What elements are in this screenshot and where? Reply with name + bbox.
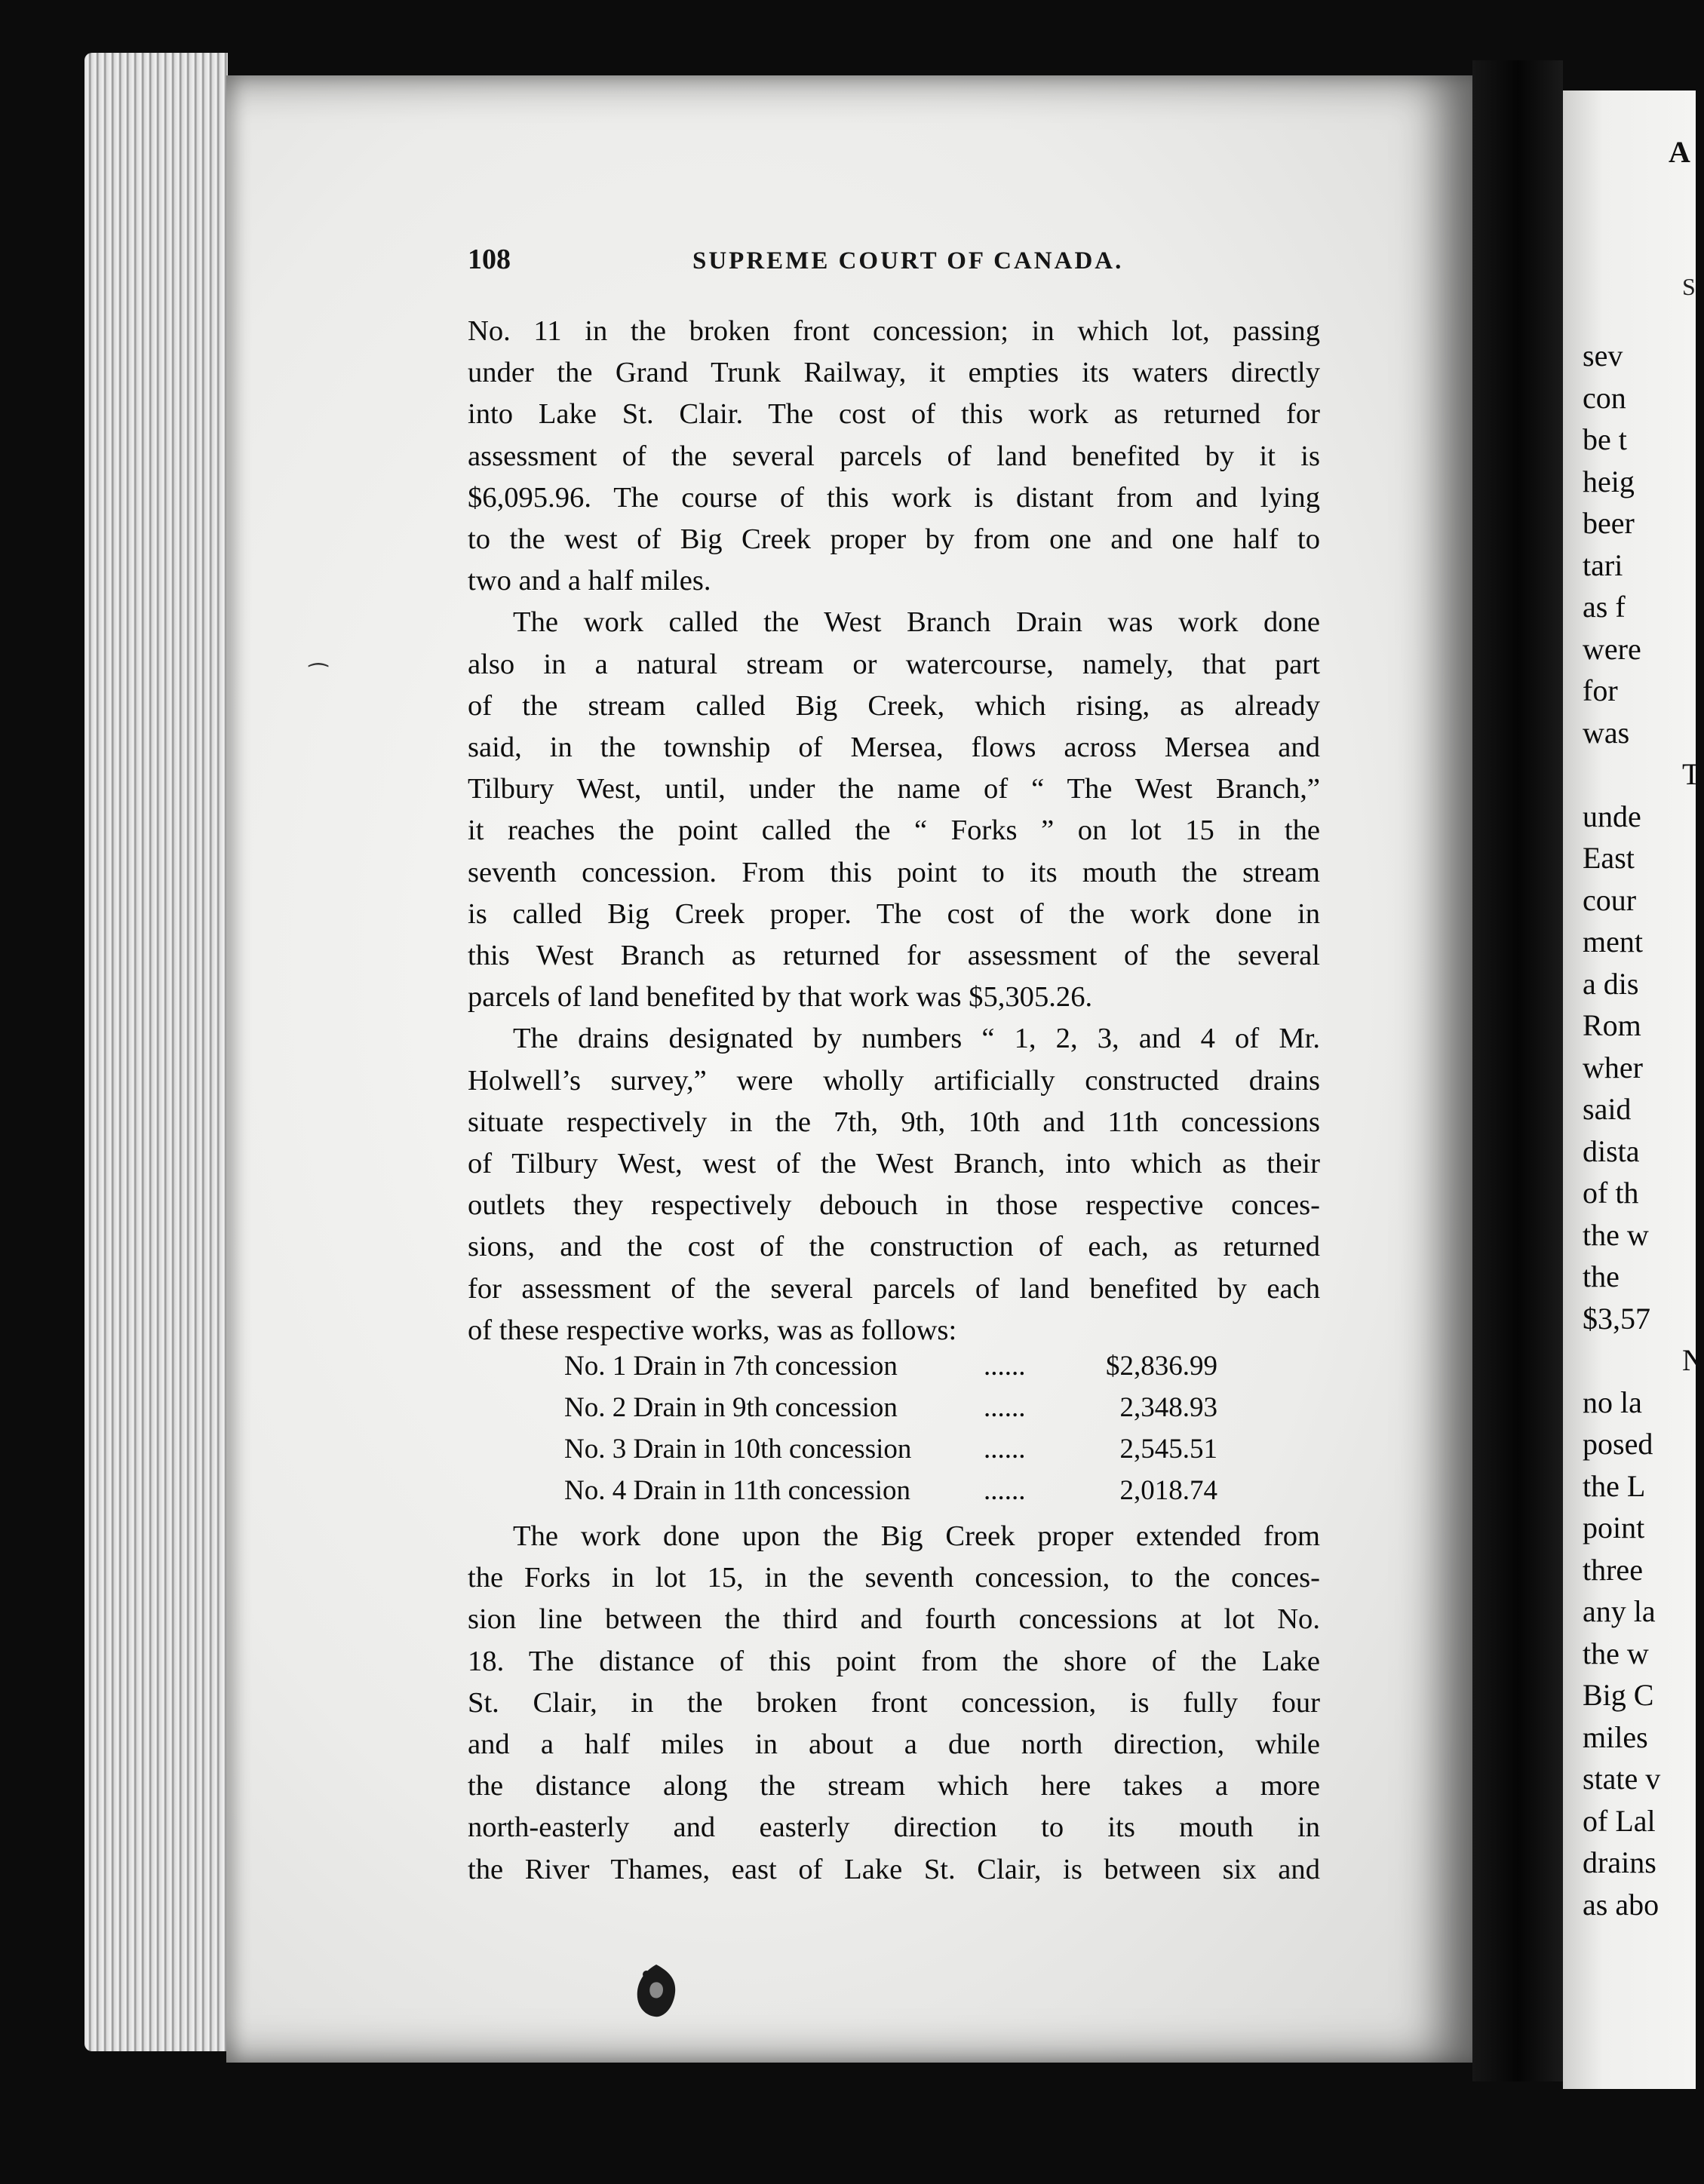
- facing-text-fragment: for: [1583, 673, 1618, 707]
- text-line: sions, and the cost of the construction of each, as returned: [468, 1231, 1320, 1263]
- table-row: [564, 1391, 1217, 1424]
- facing-text-fragment: N: [1682, 1343, 1704, 1377]
- facing-text-fragment: the w: [1583, 1217, 1649, 1252]
- running-title: SUPREME COURT OF CANADA.: [692, 247, 1124, 275]
- text-line: of these respective works, was as follows:: [468, 1314, 957, 1346]
- facing-text-fragment: unde: [1583, 799, 1641, 833]
- drain-amount: 2,348.93: [1119, 1392, 1217, 1423]
- facing-text-fragment: no la: [1583, 1385, 1642, 1419]
- page-number: 108: [468, 244, 511, 275]
- facing-text-fragment: dista: [1583, 1133, 1640, 1168]
- text-line: seventh concession. From this point to its mouth the stream: [468, 856, 1320, 888]
- leader-dots: ......: [984, 1351, 1026, 1382]
- text-line: the River Thames, east of Lake St. Clair, is between six and: [468, 1853, 1320, 1885]
- text-line: said, in the township of Mersea, flows across Mersea and: [468, 732, 1320, 763]
- facing-text-fragment: be t: [1583, 422, 1627, 456]
- facing-text-fragment: posed: [1583, 1427, 1653, 1461]
- text-line: of the stream called Big Creek, which rising, as already: [468, 689, 1320, 722]
- facing-text-fragment: was: [1583, 715, 1630, 750]
- facing-text-fragment: miles: [1583, 1719, 1648, 1754]
- facing-text-fragment: of th: [1583, 1176, 1639, 1210]
- facing-text-fragment: of Lal: [1583, 1803, 1656, 1838]
- facing-text-fragment: as abo: [1583, 1887, 1659, 1922]
- printer-ornament-icon: [630, 1961, 683, 2021]
- drain-amount: $2,836.99: [1106, 1351, 1217, 1382]
- facing-text-fragment: the w: [1583, 1636, 1649, 1670]
- text-line: The work called the West Branch Drain was work done: [513, 606, 1320, 639]
- text-line: of Tilbury West, west of the West Branch, into which as their: [468, 1148, 1320, 1179]
- facing-text-fragment: wher: [1583, 1050, 1643, 1084]
- facing-text-fragment: T: [1682, 757, 1701, 791]
- facing-text-fragment: were: [1583, 631, 1641, 666]
- page-edges: [84, 53, 228, 2051]
- drain-name: No. 2 Drain in 9th concession: [564, 1392, 898, 1423]
- text-line: into Lake St. Clair. The cost of this work as returned for: [468, 398, 1320, 431]
- facing-text-fragment: heig: [1583, 464, 1635, 498]
- text-line: for assessment of the several parcels of land benefited by each: [468, 1272, 1320, 1305]
- drain-amount: 2,018.74: [1119, 1475, 1217, 1506]
- text-line: under the Grand Trunk Railway, it empties its waters directly: [468, 357, 1320, 389]
- text-line: sion line between the third and fourth concessions at lot No.: [468, 1603, 1320, 1636]
- text-line: the Forks in lot 15, in the seventh concession, to the conces-: [468, 1562, 1320, 1594]
- facing-text-fragment: a dis: [1583, 966, 1639, 1001]
- facing-text-fragment: state v: [1583, 1762, 1661, 1796]
- facing-text-fragment: ment: [1583, 925, 1643, 959]
- text-line: No. 11 in the broken front concession; in which lot, passing: [468, 315, 1320, 347]
- drain-name: No. 3 Drain in 10th concession: [564, 1434, 912, 1465]
- table-row: [564, 1350, 1217, 1382]
- leader-dots: ......: [984, 1392, 1026, 1423]
- text-line: $6,095.96. The course of this work is distant from and lying: [468, 481, 1320, 514]
- drain-name: No. 4 Drain in 11th concession: [564, 1475, 910, 1506]
- drain-amount: 2,545.51: [1119, 1434, 1217, 1465]
- table-row: [564, 1433, 1217, 1465]
- text-line: 18. The distance of this point from the shore of the Lake: [468, 1645, 1320, 1677]
- text-line: to the west of Big Creek proper by from one and one half to: [468, 523, 1320, 555]
- text-line: and a half miles in about a due north direction, while: [468, 1728, 1320, 1760]
- text-line: parcels of land benefited by that work was $5,305.26.: [468, 981, 1093, 1014]
- leader-dots: ......: [984, 1434, 1026, 1465]
- text-line: is called Big Creek proper. The cost of the work done in: [468, 897, 1320, 930]
- facing-page-header: A: [1669, 135, 1690, 169]
- text-line: it reaches the point called the “ Forks ” on lot 15 in the: [468, 814, 1320, 847]
- facing-text-fragment: sev: [1583, 339, 1623, 373]
- drain-name: No. 1 Drain in 7th concession: [564, 1351, 898, 1382]
- facing-text-fragment: said: [1583, 1092, 1632, 1126]
- facing-text-fragment: cour: [1583, 882, 1637, 917]
- facing-text-fragment: tari: [1583, 548, 1623, 582]
- text-line: this West Branch as returned for assessment of the several: [468, 940, 1320, 971]
- facing-text-fragment: East: [1583, 841, 1635, 875]
- text-line: situate respectively in the 7th, 9th, 10th and 11th concessions: [468, 1106, 1320, 1138]
- text-line: Tilbury West, until, under the name of “ The West Branch,”: [468, 773, 1320, 805]
- text-line: two and a half miles.: [468, 565, 711, 597]
- text-line: Holwell’s survey,” were wholly artificially constructed drains: [468, 1064, 1320, 1097]
- facing-text-fragment: three: [1583, 1552, 1643, 1587]
- facing-text-fragment: the: [1583, 1259, 1620, 1293]
- text-line: assessment of the several parcels of land benefited by it is: [468, 440, 1320, 472]
- facing-text-fragment: con: [1583, 380, 1626, 415]
- facing-text-fragment: $3,57: [1583, 1301, 1650, 1336]
- text-line: north-easterly and easterly direction to its mouth in: [468, 1811, 1320, 1844]
- facing-text-fragment: Big C: [1583, 1678, 1654, 1712]
- facing-text-fragment: as f: [1583, 590, 1626, 624]
- leader-dots: ......: [984, 1475, 1026, 1506]
- facing-text-fragment: any la: [1583, 1594, 1656, 1628]
- facing-text-fragment: Rom: [1583, 1008, 1641, 1042]
- book-gutter: [1472, 60, 1563, 2081]
- facing-text-fragment: drains: [1583, 1845, 1656, 1879]
- facing-text-fragment: beer: [1583, 506, 1635, 540]
- text-line: The drains designated by numbers “ 1, 2, 3, and 4 of Mr.: [513, 1023, 1320, 1055]
- text-line: outlets they respectively debouch in those respective conces-: [468, 1189, 1320, 1222]
- text-line: The work done upon the Big Creek proper extended from: [513, 1520, 1320, 1552]
- text-line: also in a natural stream or watercourse, namely, that part: [468, 648, 1320, 680]
- facing-text-fragment: the L: [1583, 1468, 1646, 1503]
- table-row: [564, 1474, 1217, 1507]
- text-line: St. Clair, in the broken front concession, is fully four: [468, 1686, 1320, 1719]
- facing-text-fragment: point: [1583, 1511, 1645, 1544]
- margin-mark: ⁀: [309, 664, 328, 689]
- facing-page-subheader: S: [1682, 273, 1696, 300]
- text-line: the distance along the stream which here takes a more: [468, 1770, 1320, 1802]
